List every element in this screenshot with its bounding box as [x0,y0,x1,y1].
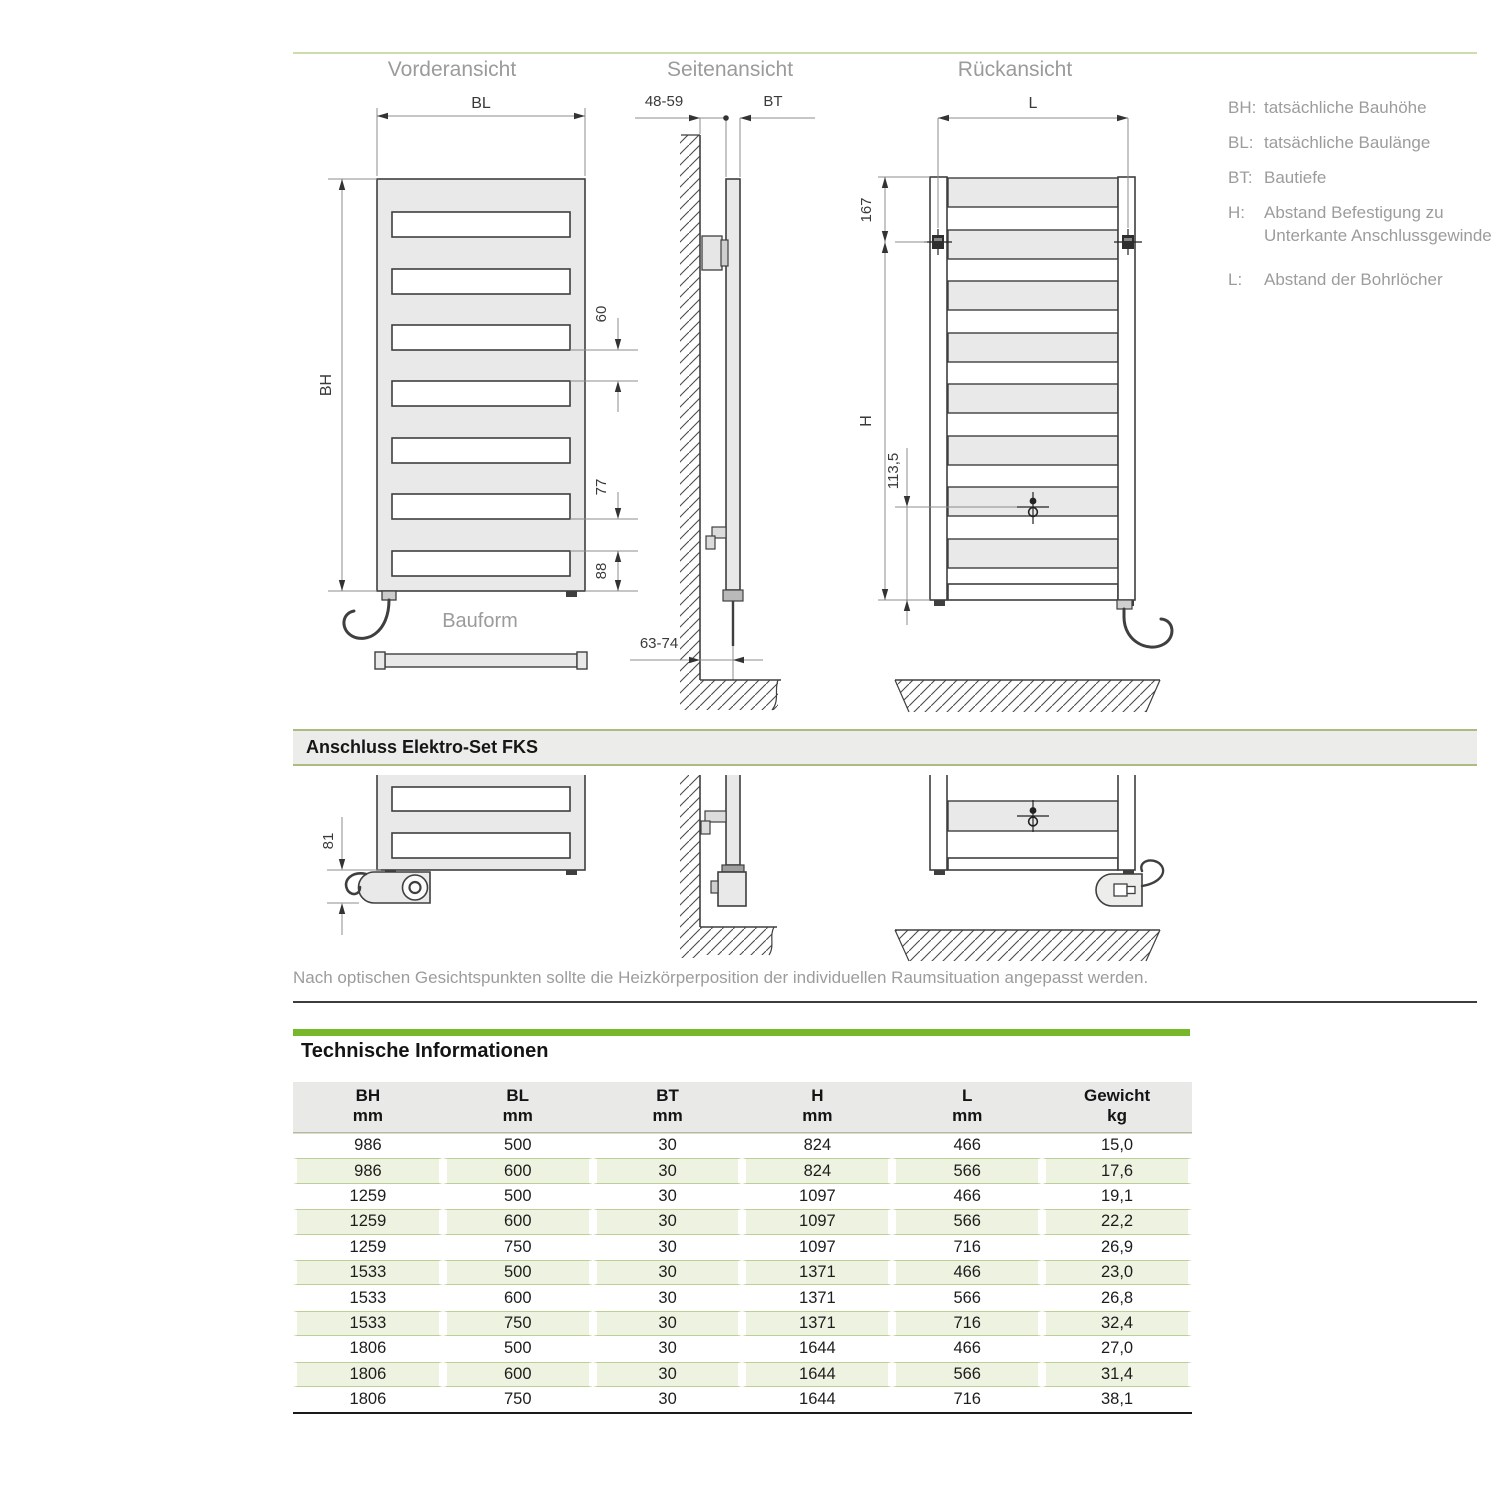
cell: 22,2 [1042,1209,1192,1234]
cell: 1371 [742,1285,892,1310]
cell: 1644 [742,1362,892,1387]
cell: 466 [892,1260,1042,1285]
table-row [293,1311,1192,1336]
cell: 600 [443,1158,593,1183]
cell: 17,6 [1042,1158,1192,1183]
dim-bh-lines [328,179,377,591]
cell: 566 [892,1209,1042,1234]
cell: 1806 [293,1336,443,1361]
legend-item-h [1228,201,1492,247]
dim-label-l: L [1028,95,1038,112]
cell: 716 [892,1311,1042,1336]
fks-side-drawing [680,775,777,958]
fks-section-title: Anschluss Elektro-Set FKS [306,737,539,757]
dim-l-lines [938,118,1128,228]
dim-label-48-59: 48-59 [644,93,684,110]
side-valve [706,527,726,549]
cell: 30 [593,1158,743,1183]
technical-drawings [293,90,1193,740]
cell: 716 [892,1387,1042,1412]
legend-key: H: [1228,203,1245,222]
cell: 1259 [293,1184,443,1209]
cell: 1097 [742,1184,892,1209]
cell: 1533 [293,1260,443,1285]
fks-rear-drawing [895,775,1163,961]
col-header-bt: BT mm [593,1082,743,1133]
electric-element [718,872,746,906]
dim-label-88: 88 [593,562,610,580]
cell: 32,4 [1042,1311,1192,1336]
fks-section-header [293,729,1477,766]
accent-green-bar [293,1029,1190,1036]
legend-item-bh [1228,96,1427,119]
cell: 31,4 [1042,1362,1192,1387]
wall-hatching [680,135,700,710]
col-header-h: H mm [742,1082,892,1133]
divider-rule [293,1001,1477,1003]
cable-hook [344,600,389,638]
table-row [293,1260,1192,1285]
cell: 1644 [742,1336,892,1361]
cell: 23,0 [1042,1260,1192,1285]
cable-hook [1141,860,1163,886]
cell: 1097 [742,1209,892,1234]
legend-item-bt [1228,166,1326,189]
table-header-hairline [293,1133,1192,1134]
wall-bracket [702,236,728,270]
cell: 30 [593,1387,743,1412]
rear-rail-left [930,775,947,870]
cell: 1806 [293,1362,443,1387]
col-header-gewicht: Gewicht kg [1042,1082,1192,1133]
bauform-shape [375,652,587,669]
dim-label-bh: BH [318,373,335,397]
cell: 600 [443,1362,593,1387]
table-row [293,1336,1192,1361]
cell: 566 [892,1362,1042,1387]
cell: 824 [742,1133,892,1158]
legend-item-l [1228,268,1443,291]
cell: 1806 [293,1387,443,1412]
cell: 1371 [742,1311,892,1336]
cell: 30 [593,1362,743,1387]
cell: 19,1 [1042,1184,1192,1209]
rear-view-drawing [858,95,1172,712]
cell: 30 [593,1235,743,1260]
cell: 38,1 [1042,1387,1192,1412]
cell: 30 [593,1260,743,1285]
table-row [293,1387,1192,1412]
cell: 600 [443,1285,593,1310]
position-note: Nach optischen Gesichtspunkten sollte die Heizkörperposition der individuellen Raumsituation angepasst werden. [293,968,1149,987]
legend-text: tatsächliche Bauhöhe [1264,98,1427,117]
side-view-title: Seitenansicht [666,58,794,81]
cell: 716 [892,1235,1042,1260]
table-header-row [293,1082,1192,1133]
legend-key: BT: [1228,168,1253,187]
legend-text: tatsächliche Baulänge [1264,133,1431,152]
cell: 1097 [742,1235,892,1260]
cell: 600 [443,1209,593,1234]
side-panel [726,775,740,865]
technical-data-table [293,1082,1192,1414]
dim-label-63-74: 63-74 [639,635,679,652]
cell: 500 [443,1336,593,1361]
dim-label-bl: BL [471,95,491,112]
table-row [293,1209,1192,1234]
dim-label-bt: BT [763,93,783,110]
legend-item-bl [1228,131,1430,154]
cell: 1259 [293,1235,443,1260]
legend-text: Abstand Befestigung zu Unterkante Anschlussgewinde [1264,203,1492,245]
cell: 15,0 [1042,1133,1192,1158]
top-green-rule [293,52,1477,54]
table-row [293,1158,1192,1183]
front-foot [566,591,577,597]
cell: 27,0 [1042,1336,1192,1361]
cell: 1371 [742,1260,892,1285]
wall-hatching [680,775,700,958]
dim-label-h: H [858,415,875,427]
table-row [293,1133,1192,1158]
cell: 30 [593,1285,743,1310]
cell: 750 [443,1235,593,1260]
cell: 566 [892,1285,1042,1310]
side-valve [701,811,726,834]
side-view-drawing [630,93,815,710]
cell: 566 [892,1158,1042,1183]
bottom-fitting [723,590,743,601]
dim-label-81: 81 [320,832,337,850]
fks-front-drawing [320,775,585,935]
cell: 1533 [293,1285,443,1310]
cell: 750 [443,1311,593,1336]
cell: 30 [593,1311,743,1336]
fks-drawings [293,775,1193,970]
legend-key: BH: [1228,98,1257,117]
cell: 824 [742,1158,892,1183]
rear-rail-right [1118,775,1135,870]
cell: 466 [892,1184,1042,1209]
cell: 1259 [293,1209,443,1234]
cell: 26,9 [1042,1235,1192,1260]
cell: 1533 [293,1311,443,1336]
legend-key: BL: [1228,133,1254,152]
cell: 500 [443,1133,593,1158]
cell: 986 [293,1133,443,1158]
cell: 30 [593,1209,743,1234]
cell: 500 [443,1184,593,1209]
cell: 30 [593,1336,743,1361]
dim-label-113-5: 113,5 [885,452,902,490]
cell: 466 [892,1133,1042,1158]
table-row [293,1235,1192,1260]
col-header-l: L mm [892,1082,1042,1133]
col-header-bl: BL mm [443,1082,593,1133]
rear-floor [895,930,1160,961]
bauform-label: Bauform [442,610,518,632]
dim-bl-lines [377,108,585,176]
legend-key: L: [1228,270,1243,289]
cell: 30 [593,1184,743,1209]
cell: 26,8 [1042,1285,1192,1310]
table-row [293,1285,1192,1310]
legend-text: Abstand der Bohrlöcher [1264,270,1443,289]
table-row [293,1362,1192,1387]
cell: 500 [443,1260,593,1285]
floor-hatching [700,927,772,955]
front-view-drawing [318,95,638,669]
cell: 1644 [742,1387,892,1412]
rear-floor [895,680,1160,712]
table-title: Technische Informationen [301,1040,549,1062]
table-row [293,1184,1192,1209]
cell: 750 [443,1387,593,1412]
legend-text: Bautiefe [1264,168,1327,187]
rear-view-title: Rückansicht [957,58,1073,81]
plug-icon [1114,884,1127,896]
front-view-title: Vorderansicht [387,58,517,81]
dim-label-60: 60 [593,305,610,323]
dim-label-77: 77 [593,478,610,496]
dim-label-167: 167 [858,197,875,223]
cable-hook [1124,609,1172,647]
cell: 30 [593,1133,743,1158]
cell: 466 [892,1336,1042,1361]
cell: 986 [293,1158,443,1183]
floor-hatching [700,680,778,710]
col-header-bh: BH mm [293,1082,443,1133]
dim-4859-bt-lines [635,118,815,177]
